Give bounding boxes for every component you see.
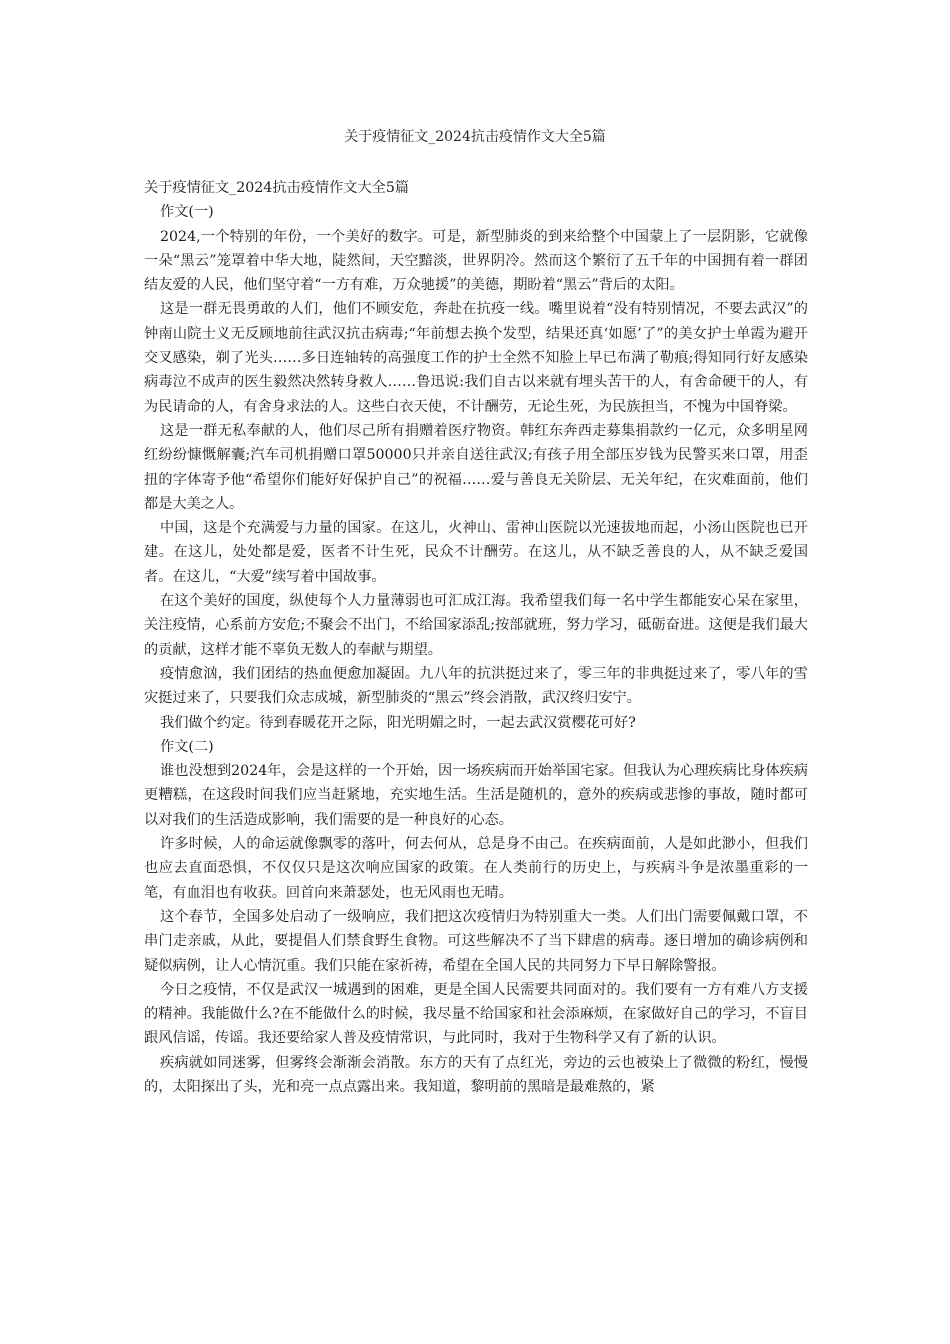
- section-heading: 作文(二): [160, 738, 214, 755]
- page-header-title: 关于疫情征文_2024抗击疫情作文大全5篇: [344, 129, 606, 145]
- paragraph: 在这个美好的国度，纵使每个人力量薄弱也可汇成江海。我希望我们每一名中学生都能安心呆在家里，关注疫情，心系前方安危;不聚会不出门，不给国家添乱;按部就班，努力学习，砥砺奋进。这便是我们最大的贡献，这样才能不辜负无数人的奉献与期望。: [144, 593, 808, 658]
- paragraph: 今日之疫情，不仅是武汉一城遇到的困难，更是全国人民需要共同面对的。我们要有一方有难八方支援的精神。我能做什么?在不能做什么的时候，我尽量不给国家和社会添麻烦，在家做好自己的学习，不盲目跟风信谣，传谣。我还要给家人普及疫情常识，与此同时，我对于生物科学又有了新的认识。: [144, 981, 808, 1047]
- paragraph: 2024,一个特别的年份，一个美好的数字。可是，新型肺炎的到来给整个中国蒙上了一层阴影，它就像一朵“黑云”笼罩着中华大地，陡然间，天空黯淡，世界阴冷。然而这个繁衍了五千年的中国拥有着一群团结友爱的人民，他们坚守着“一方有难，万众驰援”的美德，期盼着“黑云”背后的太阳。: [144, 228, 808, 294]
- paragraph: 许多时候，人的命运就像飘零的落叶，何去何从，总是身不由己。在疾病面前，人是如此渺小，但我们也应去直面恐惧，不仅仅只是这次响应国家的政策。在人类前行的历史上，与疾病斗争是浓墨重彩的一笔，有血泪也有收获。回首向来萧瑟处，也无风雨也无晴。: [144, 836, 808, 901]
- document-subtitle: 关于疫情征文_2024抗击疫情作文大全5篇: [144, 180, 410, 196]
- paragraph: 中国，这是个充满爱与力量的国家。在这儿，火神山、雷神山医院以光速拔地而起，小汤山医院也已开建。在这儿，处处都是爱，医者不计生死，民众不计酬劳。在这儿，从不缺乏善良的人，从不缺乏爱国者。在这儿，“大爱”续写着中国故事。: [144, 520, 808, 585]
- document-body: [144, 176, 808, 1099]
- paragraph: 疫情愈汹，我们团结的热血便愈加凝固。九八年的抗洪挺过来了，零三年的非典挺过来了，零八年的雪灾挺过来了，只要我们众志成城，新型肺炎的“黑云”终会消散，武汉终归安宁。: [144, 665, 808, 707]
- section-heading: 作文(一): [160, 204, 214, 221]
- paragraph: 疾病就如同迷雾，但雾终会渐渐会消散。东方的天有了点红光，旁边的云也被染上了微微的粉红，慢慢的，太阳探出了头，光和亮一点点露出来。我知道，黎明前的黑暗是最难熬的，紧: [144, 1054, 808, 1095]
- paragraph: 谁也没想到2024年，会是这样的一个开始，因一场疾病而开始举国宅家。但我认为心理疾病比身体疾病更糟糕，在这段时间我们应当赶紧地，充实地生活。生活是随机的，意外的疾病或悲惨的事故，随时都可以对我们的生活造成影响，我们需要的是一种良好的心态。: [144, 763, 808, 828]
- paragraph: 这个春节，全国多处启动了一级响应，我们把这次疫情归为特别重大一类。人们出门需要佩戴口罩，不串门走亲戚，从此，要提倡人们禁食野生食物。可这些解决不了当下肆虐的病毒。逐日增加的确诊病例和疑似病例，让人心情沉重。我们只能在家祈祷，希望在全国人民的共同努力下早日解除警报。: [144, 908, 808, 974]
- paragraph: 这是一群无私奉献的人，他们尽己所有捐赠着医疗物资。韩红东奔西走募集捐款约一亿元，众多明星网红纷纷慷慨解囊;汽车司机捐赠口罩50000只并亲自送往武汉;有孩子用全部压岁钱为民警买来口罩，用歪扭的字体寄予他“希望你们能好好保护自己”的祝福……爱与善良无关阶层、无关年纪，在灾难面前，他们都是大美之人。: [144, 422, 808, 512]
- paragraph: 这是一群无畏勇敢的人们，他们不顾安危，奔赴在抗疫一线。嘴里说着“没有特别情况，不要去武汉”的钟南山院士义无反顾地前往武汉抗击病毒;“年前想去换个发型，结果还真‘如愿’了”的美女护士单霞为避开交叉感染，剃了光头……多日连轴转的高强度工作的护士全然不知脸上早已布满了勒痕;得知同行好友感染病毒泣不成声的医生毅然决然转身救人……鲁迅说:我们自古以来就有埋头苦干的人，有舍命硬干的人，有为民请命的人，有舍身求法的人。这些白衣天使，不计酬劳，无论生死，为民族担当，不愧为中国脊梁。: [144, 301, 808, 415]
- paragraph: 我们做个约定。待到春暖花开之际，阳光明媚之时，一起去武汉赏樱花可好?: [160, 714, 636, 731]
